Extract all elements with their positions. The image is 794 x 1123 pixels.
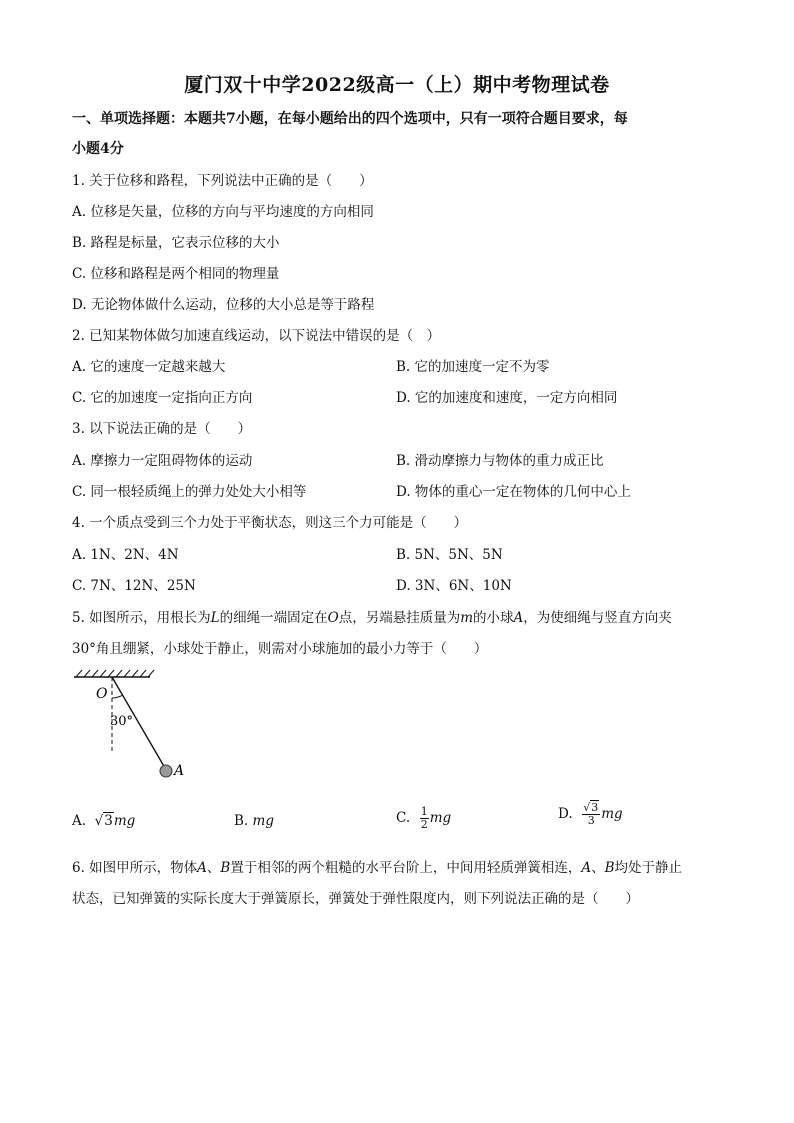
q3-option-a: A. 摩擦力一定阻碍物体的运动 <box>72 453 253 469</box>
denominator: 2 <box>420 818 428 831</box>
q6-stem-cont: 状态，已知弹簧的实际长度大于弹簧原长，弹簧处于弹性限度内，则下列说法正确的是（ ） <box>72 891 639 907</box>
mg-term: mg <box>601 806 623 822</box>
option-label: B. <box>234 813 249 829</box>
q5-option-d <box>558 802 623 827</box>
q2-option-c: C. 它的加速度一定指向正方向 <box>72 390 253 406</box>
fraction <box>582 802 600 827</box>
q3-option-b: B. 滑动摩擦力与物体的重力成正比 <box>396 453 604 469</box>
label-angle: 30° <box>110 714 134 729</box>
q5-stem-text: ，为使细绳与竖直方向夹 <box>523 610 672 626</box>
mg-term: mg <box>252 813 274 829</box>
var-B: B <box>220 860 231 876</box>
radicand: 3 <box>104 813 113 829</box>
q3-option-d: D. 物体的重心一定在物体的几何中心上 <box>396 484 631 500</box>
q1-option-a: A. 位移是矢量，位移的方向与平均速度的方向相同 <box>72 204 374 220</box>
section-heading: 一、单项选择题：本题共7小题，在每小题给出的四个选项中，只有一项符合题目要求，每 <box>72 111 628 127</box>
page-title: 厦门双十中学2022级高一（上）期中考物理试卷 <box>184 74 610 96</box>
q5-stem-text: 的细绳一端固定在 <box>219 610 328 626</box>
q5-option-a <box>72 812 135 830</box>
q3-option-c: C. 同一根轻质绳上的弹力处处大小相等 <box>72 484 307 500</box>
ceiling-hatching <box>76 670 154 677</box>
q1-option-c: C. 位移和路程是两个相同的物理量 <box>72 266 280 282</box>
separator: 、 <box>206 860 221 876</box>
q1-option-b: B. 路程是标量，它表示位移的大小 <box>72 235 280 251</box>
var-A: A <box>197 860 207 876</box>
sqrt-expression: √3 <box>94 813 113 829</box>
var-m: m <box>460 610 474 626</box>
q6-stem-text: 均处于静止 <box>614 860 683 876</box>
var-A: A <box>513 610 524 626</box>
q5-option-c <box>396 806 451 831</box>
var-L: L <box>210 610 220 626</box>
numerator: 1 <box>420 805 428 818</box>
q2-stem: 2. 已知某物体做匀加速直线运动，以下说法中错误的是（ ） <box>72 328 441 344</box>
q6-stem-text: 置于相邻的两个粗糙的水平台阶上，中间用轻质弹簧相连， <box>230 860 582 876</box>
fraction <box>420 806 429 831</box>
var-O: O <box>327 610 339 626</box>
q4-option-a: A. 1N、2N、4N <box>72 547 179 563</box>
var-A: A <box>581 860 592 876</box>
var-B: B <box>604 860 615 876</box>
option-label: D. <box>558 806 573 822</box>
q2-option-b: B. 它的加速度一定不为零 <box>396 359 550 375</box>
q6-stem-text: 6. 如图甲所示，物体 <box>72 860 198 876</box>
pendulum-figure <box>70 668 200 788</box>
mg-term: mg <box>429 810 452 826</box>
q4-stem: 4. 一个质点受到三个力处于平衡状态，则这三个力可能是（ ） <box>72 515 468 531</box>
q5-stem-text: 点，另端悬挂质量为 <box>338 610 461 626</box>
option-label: A. <box>72 813 87 829</box>
q1-option-d: D. 无论物体做什么运动，位移的大小总是等于路程 <box>72 297 375 313</box>
q4-option-d: D. 3N、6N、10N <box>396 578 512 594</box>
radicand: 3 <box>591 801 599 814</box>
q4-option-b: B. 5N、5N、5N <box>396 547 503 563</box>
denominator: 3 <box>587 814 595 827</box>
angle-arc <box>112 695 123 698</box>
q6-stem <box>72 859 682 877</box>
ball-a <box>160 765 172 777</box>
separator: 、 <box>591 860 605 876</box>
q3-stem: 3. 以下说法正确的是（ ） <box>72 421 252 437</box>
q2-option-d: D. 它的加速度和速度，一定方向相同 <box>396 390 618 406</box>
q5-stem <box>72 609 672 627</box>
label-o: O <box>96 686 108 702</box>
section-heading-cont: 小题4分 <box>72 141 124 157</box>
label-a: A <box>174 763 185 779</box>
q1-stem: 1. 关于位移和路程，下列说法中正确的是（ ） <box>72 173 373 189</box>
q4-option-c: C. 7N、12N、25N <box>72 578 196 594</box>
q5-stem-cont: 30°角且绷紧，小球处于静止，则需对小球施加的最小力等于（ ） <box>72 641 488 657</box>
option-label: C. <box>396 810 411 826</box>
q5-stem-text: 的小球 <box>473 610 514 626</box>
q5-option-b <box>234 812 274 830</box>
mg-term: mg <box>113 813 136 829</box>
q5-stem-text: 5. 如图所示，用根长为 <box>72 610 211 626</box>
q2-option-a: A. 它的速度一定越来越大 <box>72 359 226 375</box>
numerator: √3 <box>583 801 599 814</box>
